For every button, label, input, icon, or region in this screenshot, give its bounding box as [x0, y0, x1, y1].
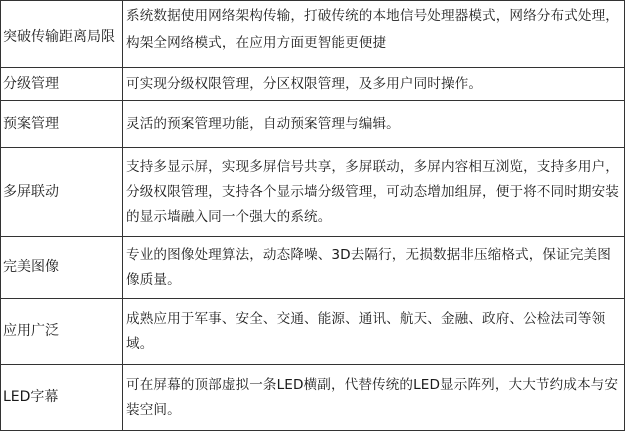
feature-description-cell: 灵活的预案管理功能，自动预案管理与编辑。	[123, 101, 625, 148]
feature-description-cell: 可实现分级权限管理，分区权限管理，及多用户同时操作。	[123, 68, 625, 101]
table-row	[1, 365, 625, 431]
feature-name-cell: 多屏联动	[1, 148, 123, 237]
table-row	[1, 148, 625, 237]
feature-name-cell: 预案管理	[1, 101, 123, 148]
feature-description-cell: 成熟应用于军事、安全、交通、能源、通讯、航天、金融、政府、公检法司等领域。	[123, 299, 625, 365]
table-row	[1, 68, 625, 101]
table-row	[1, 101, 625, 148]
feature-description-cell: 系统数据使用网络架构传输，打破传统的本地信号处理器模式，网络分布式处理，构架全网络模式，在应用方面更智能更便捷	[123, 1, 625, 68]
table-row	[1, 299, 625, 365]
feature-description-cell: 专业的图像处理算法，动态降噪、3D去隔行，无损数据非压缩格式，保证完美图像质量。	[123, 237, 625, 299]
feature-name-cell: 突破传输距离局限	[1, 1, 123, 68]
table-row	[1, 237, 625, 299]
feature-name-cell: LED字幕	[1, 365, 123, 431]
table-row	[1, 1, 625, 68]
feature-description-cell: 支持多显示屏，实现多屏信号共享，多屏联动，多屏内容相互浏览，支持多用户，分级权限管理，支持各个显示墙分级管理，可动态增加组屏，便于将不同时期安装的显示墙融入同一个强大的系统。	[123, 148, 625, 237]
feature-description-cell: 可在屏幕的顶部虚拟一条LED横副，代替传统的LED显示阵列，大大节约成本与安装空间。	[123, 365, 625, 431]
feature-name-cell: 分级管理	[1, 68, 123, 101]
feature-name-cell: 完美图像	[1, 237, 123, 299]
feature-name-cell: 应用广泛	[1, 299, 123, 365]
